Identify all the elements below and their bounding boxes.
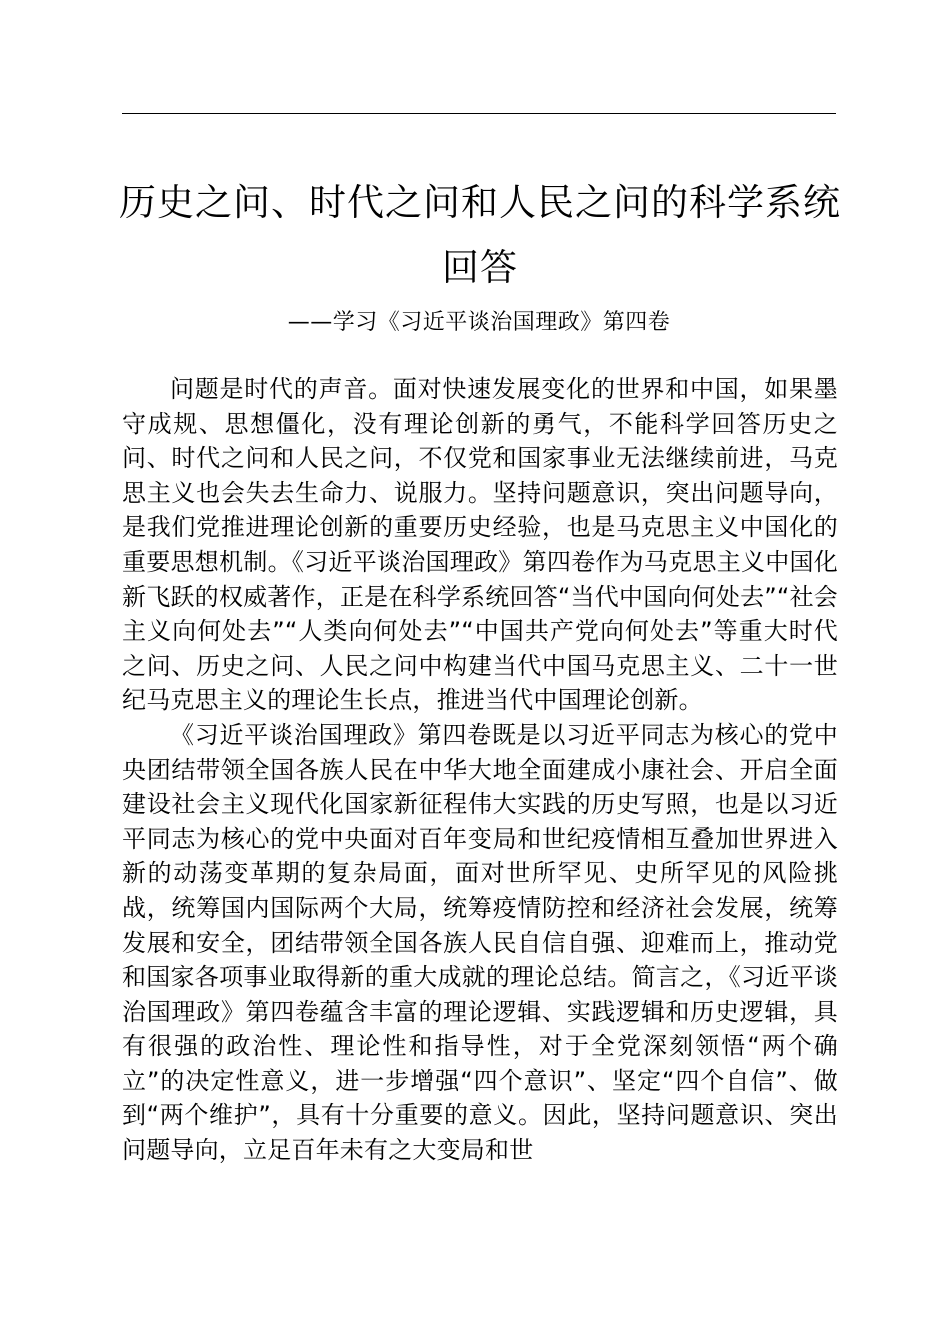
document-subtitle: ——学习《习近平谈治国理政》第四卷 [287, 310, 671, 335]
paragraph: 问题是时代的声音。面对快速发展变化的世界和中国，如果墨守成规、思想僵化，没有理论创新的勇气，不能科学回答历史之问、时代之问和人民之问，不仅党和国家事业无法继续前进，马克思主义也会失去生命力、说服力。坚持问题意识，突出问题导向，是我们党推进理论创新的重要历史经验，也是马克思主义中国化的重要思想机制。《习近平谈治国理政》第四卷作为马克思主义中国化新飞跃的权威著作，正是在科学系统回答“当代中国向何处去”“社会主义向何处去”“人类向何处去”“中国共产党向何处去”等重大时代之问、历史之问、人民之问中构建当代中国马克思主义、二十一世纪马克思主义的理论生长点，推进当代中国理论创新。 [122, 375, 838, 715]
document-body [122, 372, 838, 1168]
document-title: 历史之问、时代之问和人民之问的科学系统回答 [119, 181, 841, 289]
header-rule [122, 113, 836, 114]
paragraph: 《习近平谈治国理政》第四卷既是以习近平同志为核心的党中央团结带领全国各族人民在中华大地全面建成小康社会、开启全面建设社会主义现代化国家新征程伟大实践的历史写照，也是以习近平同志为核心的党中央面对百年变局和世纪疫情相互叠加世界进入新的动荡变革期的复杂局面，面对世所罕见、史所罕见的风险挑战，统筹国内国际两个大局，统筹疫情防控和经济社会发展，统筹发展和安全，团结带领全国各族人民自信自强、迎难而上，推动党和国家各项事业取得新的重大成就的理论总结。简言之，《习近平谈治国理政》第四卷蕴含丰富的理论逻辑、实践逻辑和历史逻辑，具有很强的政治性、理论性和指导性，对于全党深刻领悟“两个确立”的决定性意义，进一步增强“四个意识”、坚定“四个自信”、做到“两个维护”，具有十分重要的意义。因此，坚持问题意识、突出问题导向，立足百年未有之大变局和世 [122, 720, 838, 1165]
